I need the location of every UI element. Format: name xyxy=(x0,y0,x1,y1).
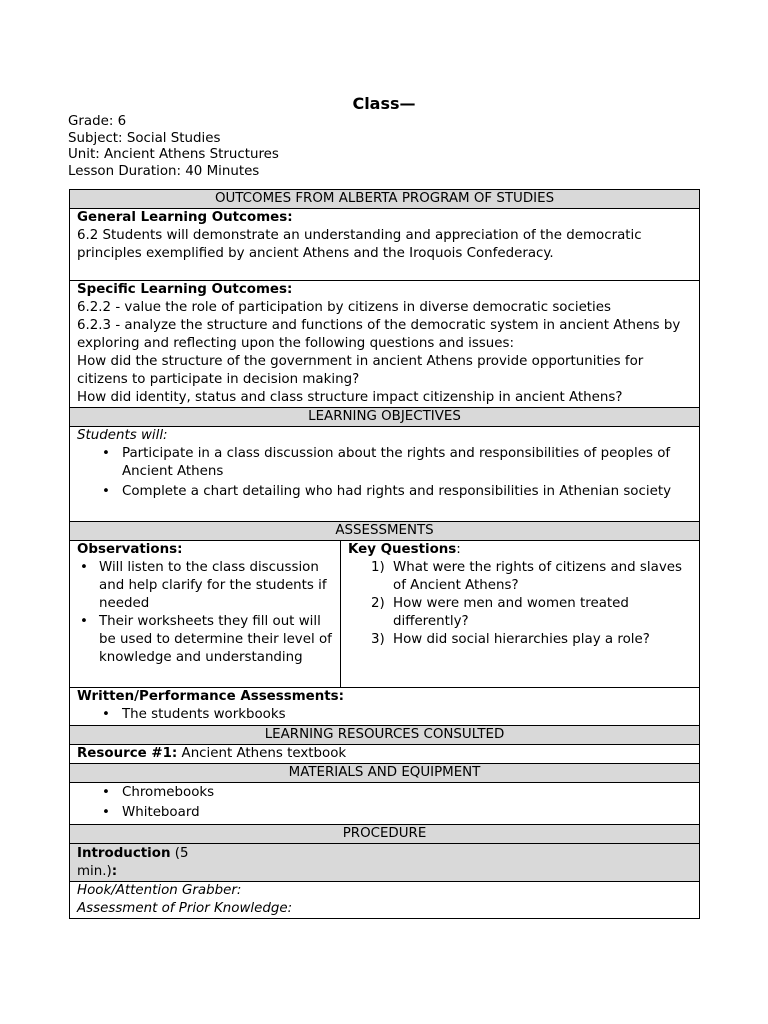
key-question-item: 3) How did social hierarchies play a role? xyxy=(371,632,650,647)
specific-outcome-line: 6.2.2 - value the role of participation by citizens in diverse democratic societies xyxy=(77,300,611,315)
observations-label: Observations: xyxy=(77,542,183,557)
assessments-header-row xyxy=(70,522,700,541)
resources-header-row xyxy=(70,726,700,745)
prior-knowledge-label: Assessment of Prior Knowledge: xyxy=(77,901,293,916)
key-questions-label: Key Questions xyxy=(348,542,457,557)
outcomes-header: OUTCOMES FROM ALBERTA PROGRAM OF STUDIES xyxy=(70,190,700,209)
procedure-header-row xyxy=(70,825,700,844)
material-item: • Chromebooks xyxy=(122,784,692,802)
observation-item: • Will listen to the class discussion and help clarify for the students if needed xyxy=(99,559,333,613)
subject-line: Subject: Social Studies xyxy=(68,130,221,146)
resource-label: Resource #1: xyxy=(77,746,178,761)
objective-item: • Participate in a class discussion about the rights and responsibilities of peoples of Ancient Athens xyxy=(122,445,692,481)
introduction-duration: (5 min.) xyxy=(77,846,189,879)
lesson-meta xyxy=(68,114,279,180)
page-title: Class— xyxy=(352,94,416,113)
grade-line: Grade: 6 xyxy=(68,114,127,129)
resources-row xyxy=(70,745,700,764)
general-outcomes-text: 6.2 Students will demonstrate an understanding and appreciation of the democratic principles exemplified by ancient Athens and the Iroquois Confederacy. xyxy=(77,228,642,261)
introduction-row: Introduction (5 min.): xyxy=(70,844,700,882)
procedure-header: PROCEDURE xyxy=(70,825,700,844)
assessments-header: ASSESSMENTS xyxy=(70,522,700,541)
resources-header: LEARNING RESOURCES CONSULTED xyxy=(70,726,700,745)
objectives-list xyxy=(77,445,692,501)
specific-outcome-line: How did the structure of the government in ancient Athens provide opportunities for citizens to participate in decision making? xyxy=(77,354,644,387)
key-question-item: 1) What were the rights of citizens and slaves of Ancient Athens? xyxy=(371,560,682,593)
resource-value: Ancient Athens textbook xyxy=(177,746,347,761)
objectives-header-row xyxy=(70,408,700,427)
specific-outcomes-row xyxy=(70,281,700,408)
hook-label: Hook/Attention Grabber: xyxy=(77,883,242,898)
materials-header: MATERIALS AND EQUIPMENT xyxy=(70,764,700,783)
objective-item: • Complete a chart detailing who had rights and responsibilities in Athenian society xyxy=(122,483,692,501)
written-assessments-row xyxy=(70,688,700,726)
materials-header-row xyxy=(70,764,700,783)
written-assessments-label: Written/Performance Assessments: xyxy=(77,689,344,704)
unit-line: Unit: Ancient Athens Structures xyxy=(68,147,279,162)
materials-row xyxy=(70,783,700,825)
material-item: • Whiteboard xyxy=(122,804,692,822)
specific-outcomes-label: Specific Learning Outcomes: xyxy=(77,282,293,297)
written-assessments-list xyxy=(77,706,692,724)
observations-cell xyxy=(70,541,341,688)
materials-list xyxy=(77,784,692,822)
written-assessment-item: • The students workbooks xyxy=(122,706,692,724)
general-outcomes-row xyxy=(70,209,700,281)
outcomes-header-row xyxy=(70,190,700,209)
general-outcomes-label: General Learning Outcomes: xyxy=(77,210,293,225)
key-question-item: 2) How were men and women treated differently? xyxy=(371,596,629,629)
specific-outcome-line: 6.2.3 - analyze the structure and functions of the democratic system in ancient Athens by exploring and reflecting upon the following questions and issues: xyxy=(77,318,681,351)
duration-line: Lesson Duration: 40 Minutes xyxy=(68,163,260,179)
specific-outcome-line: How did identity, status and class structure impact citizenship in ancient Athens? xyxy=(77,390,623,405)
observation-item: • Their worksheets they fill out will be used to determine their level of knowledge and understanding xyxy=(99,613,333,667)
assessments-row xyxy=(70,541,700,688)
lesson-plan-table xyxy=(69,189,700,919)
observations-list xyxy=(77,559,333,667)
objectives-intro: Students will: xyxy=(77,428,168,443)
key-questions-cell: Key Questions: 1) What were the rights of citizens and slaves of Ancient Athens? 2) How were men and women treated differently? 3) How did social hierarchies play a role? xyxy=(341,541,700,688)
objectives-row xyxy=(70,427,700,522)
introduction-label: Introduction xyxy=(77,846,171,861)
key-questions-list xyxy=(348,559,692,649)
introduction-details-row xyxy=(70,882,700,919)
objectives-header: LEARNING OBJECTIVES xyxy=(70,408,700,427)
